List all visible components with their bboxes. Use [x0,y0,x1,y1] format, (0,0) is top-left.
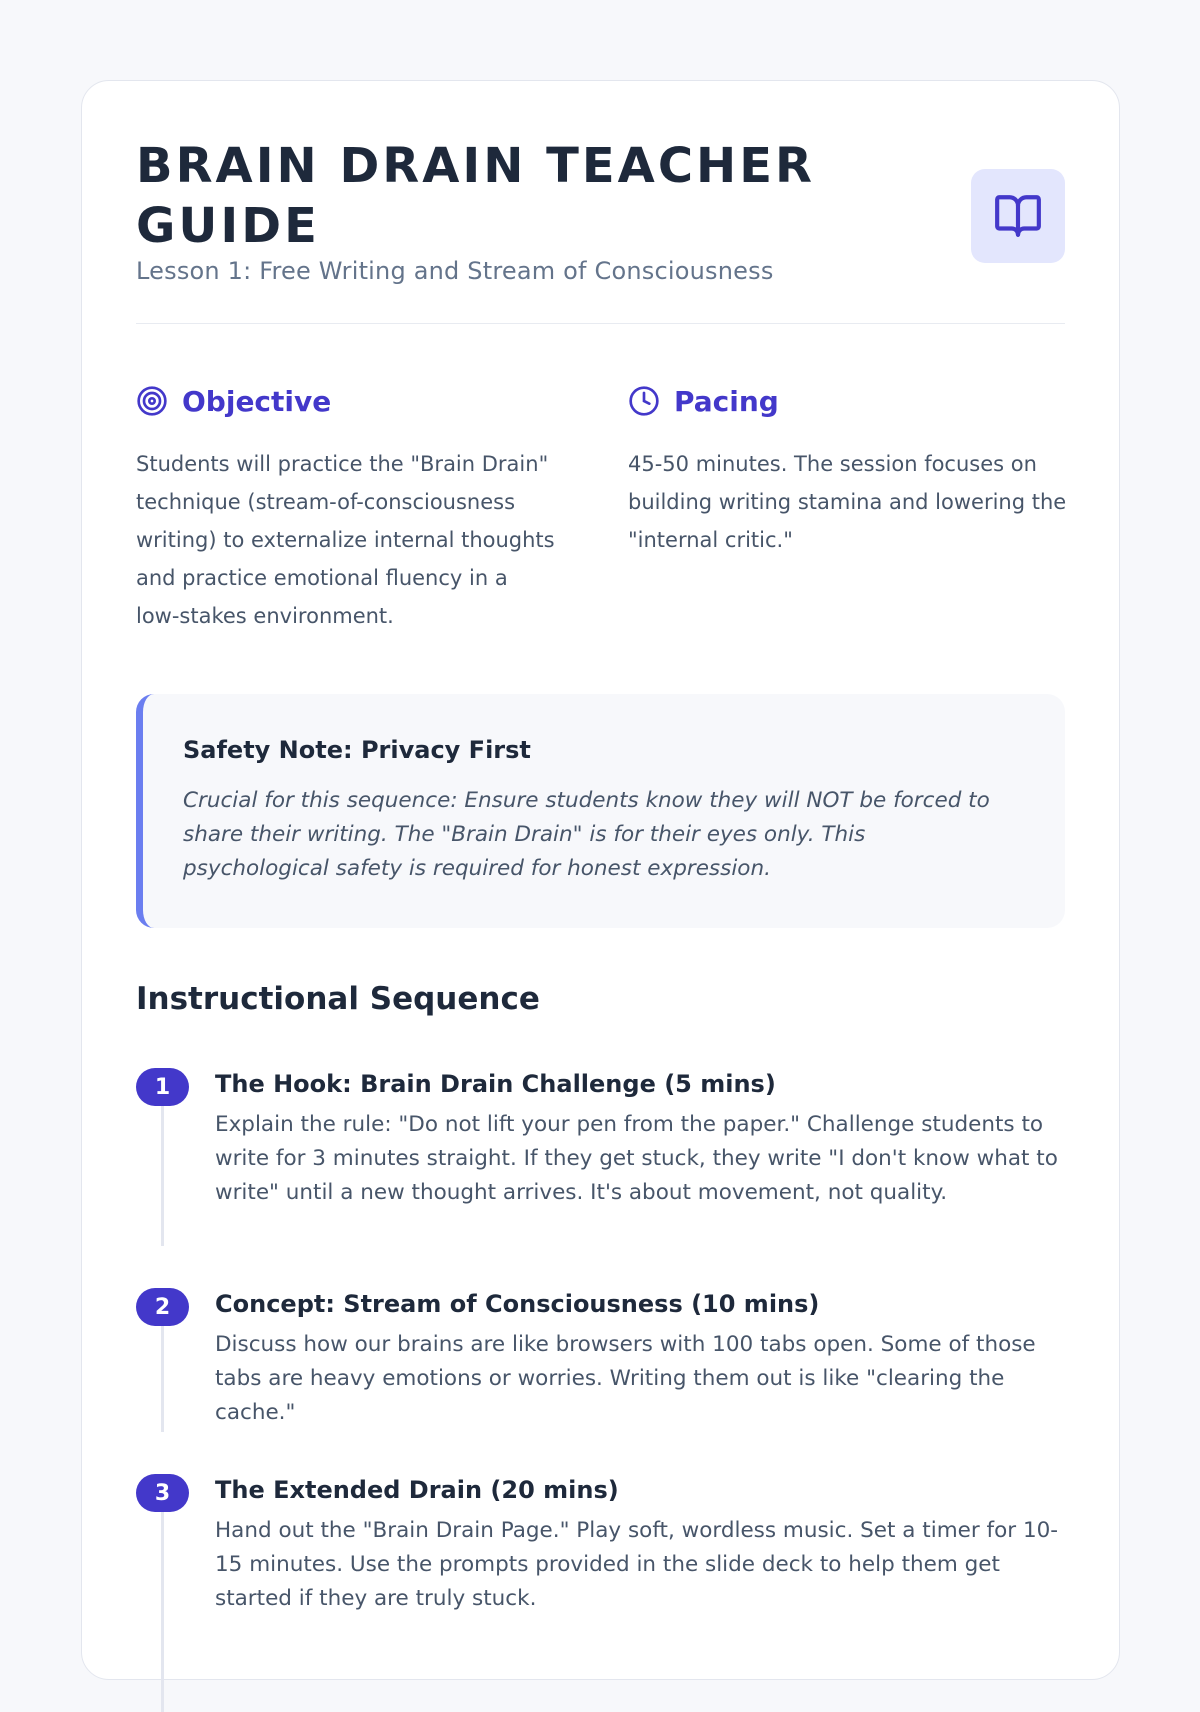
pacing-text: 45-50 minutes. The session focuses on building writing stamina and lowering the "internal critic." [628,452,1067,552]
book-badge [971,169,1065,263]
safety-note-title: Safety Note: Privacy First [183,736,531,764]
book-open-icon [993,191,1043,241]
page-title: BRAIN DRAIN TEACHER GUIDE [136,138,815,254]
pacing-header [628,381,1068,421]
clock-icon [628,385,660,417]
step-number-badge: 1 [136,1068,189,1106]
step-description: Discuss how our brains are like browsers with 100 tabs open. Some of those tabs are heavy emotions or worries. Writing them out is like "clearing the cache." [215,1332,1036,1425]
page-subtitle: Lesson 1: Free Writing and Stream of Consciousness [136,257,774,285]
target-icon [136,385,168,417]
safety-note-text: Crucial for this sequence: Ensure students know they will NOT be forced to share their writing. The "Brain Drain" is for their eyes only. This psychological safety is required for honest expression. [183,788,990,881]
step-number-badge: 3 [136,1474,189,1512]
pacing-title: Pacing [674,384,779,418]
objective-header [136,381,556,421]
step-description: Hand out the "Brain Drain Page." Play soft, wordless music. Set a timer for 10-15 minutes. Use the prompts provided in the slide deck to help them get started if they are truly stuck. [215,1518,1059,1611]
step-connector [161,1326,164,1432]
step-title: Concept: Stream of Consciousness (10 mins) [215,1290,820,1318]
objective-text: Students will practice the "Brain Drain" technique (stream-of-consciousness writing) to externalize internal thoughts and practice emotional fluency in a low-stakes environment. [136,452,555,628]
header-divider [136,323,1065,324]
step-connector [161,1512,164,1712]
step-number-badge: 2 [136,1288,189,1326]
objective-title: Objective [182,384,332,418]
guide-card [81,80,1120,1680]
step-description: Explain the rule: "Do not lift your pen from the paper." Challenge students to write for 3 minutes straight. If they get stuck, they write "I don't know what to write" until a new thought arrives. It's about movement, not quality. [215,1112,1058,1205]
step-title: The Extended Drain (20 mins) [215,1476,619,1504]
objective-section [136,381,556,635]
step-connector [161,1106,164,1246]
step-title: The Hook: Brain Drain Challenge (5 mins) [215,1070,776,1098]
safety-note [136,694,1065,928]
sequence-title: Instructional Sequence [136,981,540,1017]
pacing-section [628,381,1068,559]
